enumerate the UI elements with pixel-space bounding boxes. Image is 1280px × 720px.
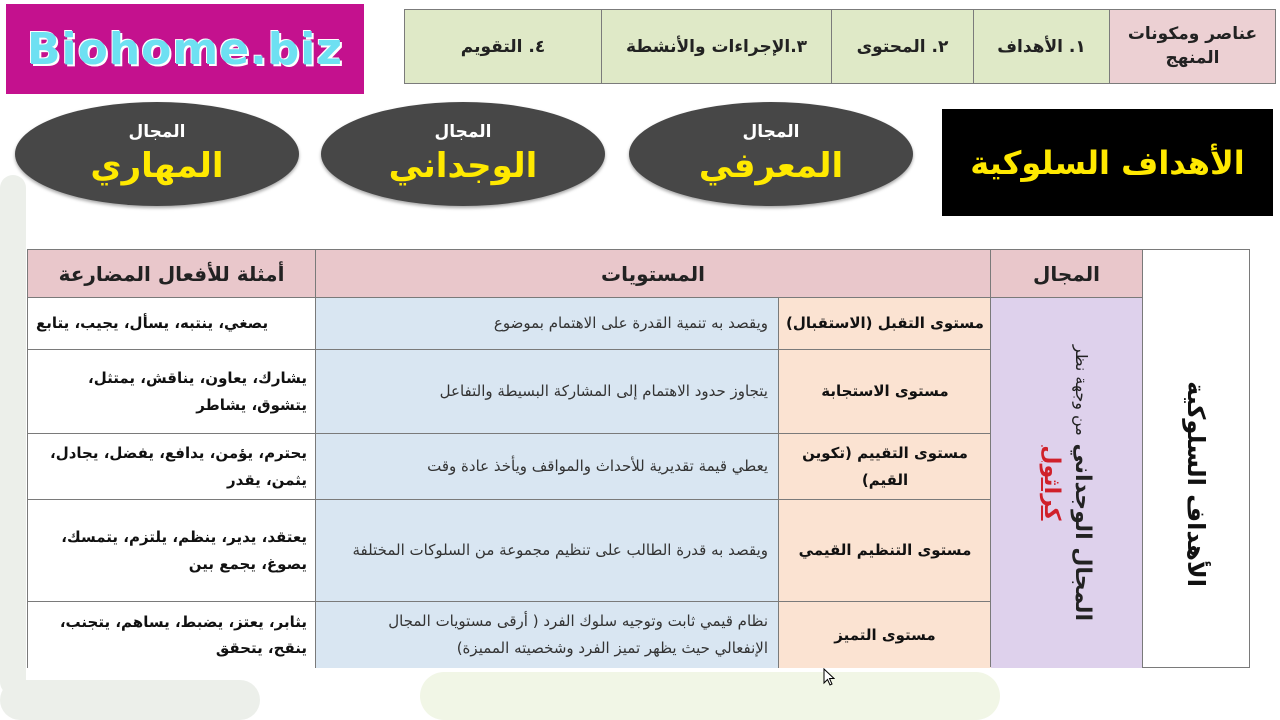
goals-column xyxy=(1142,250,1249,667)
biohome-logo xyxy=(6,4,364,94)
affective-domain-table xyxy=(27,249,1250,668)
domain-label: المجال xyxy=(742,122,800,142)
level-name: مستوى التقبل (الاستقبال) xyxy=(778,298,991,349)
level-description: ويقصد به قدرة الطالب على تنظيم مجموعة من السلوكات المختلفة xyxy=(316,500,778,601)
levels-header: المستويات xyxy=(316,250,990,298)
level-name: مستوى التقييم (تكوين القيم) xyxy=(778,434,991,499)
domain-cell xyxy=(991,298,1142,668)
domain-label: المجال xyxy=(434,122,492,142)
domain-vertical-text xyxy=(992,318,1142,648)
watermark-shape xyxy=(0,175,26,695)
domain-oval-psychomotor xyxy=(15,102,299,206)
table-cell-examples: يثابر، يعتز، يضبط، يساهم، يتجنب، ينقح، يتحقق xyxy=(28,602,315,668)
table-cell-examples: يحترم، يؤمن، يدافع، يفضل، يجادل، يثمن، يقدر xyxy=(28,434,315,500)
logo-text: Biohome.biz xyxy=(27,23,343,75)
behavioral-goals-box xyxy=(942,109,1273,216)
domain-vertical-main: المجال الوجداني xyxy=(1069,443,1095,622)
table-cell-examples: يشارك، يعاون، يناقش، يمتثل، يتشوق، يشاطر xyxy=(28,350,315,434)
domain-header: المجال xyxy=(991,250,1142,298)
domain-label: المجال xyxy=(128,122,186,142)
behavioral-goals-title: الأهداف السلوكية xyxy=(970,143,1245,182)
krathwohl-label: كراثول xyxy=(1038,445,1064,521)
curriculum-components-bar xyxy=(404,9,1276,84)
component-activities: ٣.الإجراءات والأنشطة xyxy=(601,10,831,83)
examples-column xyxy=(28,250,315,667)
domain-column xyxy=(990,250,1142,667)
levels-column xyxy=(315,250,990,667)
table-row xyxy=(316,298,990,350)
level-name: مستوى الاستجابة xyxy=(778,350,991,433)
domain-name: المعرفي xyxy=(698,146,844,186)
domain-name: الوجداني xyxy=(388,146,538,186)
components-header: عناصر ومكونات المنهج xyxy=(1109,10,1275,83)
watermark-shape xyxy=(0,680,260,720)
table-row xyxy=(316,350,990,434)
level-name: مستوى التنظيم القيمي xyxy=(778,500,991,601)
level-description: يعطي قيمة تقديرية للأحداث والمواقف ويأخذ عادة وقت xyxy=(316,434,778,499)
table-row xyxy=(316,434,990,500)
table-row xyxy=(316,602,990,668)
level-name: مستوى التميز xyxy=(778,602,991,668)
component-evaluation: ٤. التقويم xyxy=(405,10,601,83)
goals-vertical-text: الأهداف السلوكية xyxy=(1182,380,1210,587)
component-goals: ١. الأهداف xyxy=(973,10,1109,83)
level-description: ويقصد به تنمية القدرة على الاهتمام بموضوع xyxy=(316,298,778,349)
table-cell-examples: يصغي، ينتبه، يسأل، يجيب، يتابع xyxy=(28,298,315,350)
domain-oval-affective xyxy=(321,102,605,206)
watermark-shape xyxy=(420,672,1000,720)
component-content: ٢. المحتوى xyxy=(831,10,973,83)
table-cell-examples: يعتقد، يدير، ينظم، يلتزم، يتمسك، يصوغ، يجمع بين xyxy=(28,500,315,602)
examples-header: أمثلة للأفعال المضارعة xyxy=(28,250,315,298)
mouse-cursor-icon xyxy=(823,668,835,686)
level-description: نظام قيمي ثابت وتوجيه سلوك الفرد ( أرقى مستويات المجال الإنفعالي حيث يظهر تميز الفرد وشخصيته المميزة) xyxy=(316,602,778,668)
level-description: يتجاوز حدود الاهتمام إلى المشاركة البسيطة والتفاعل xyxy=(316,350,778,433)
domain-name: المهاري xyxy=(90,146,224,186)
domain-vertical-small: من وجهة نظر xyxy=(1071,344,1091,436)
table-row xyxy=(316,500,990,602)
domain-oval-cognitive xyxy=(629,102,913,206)
